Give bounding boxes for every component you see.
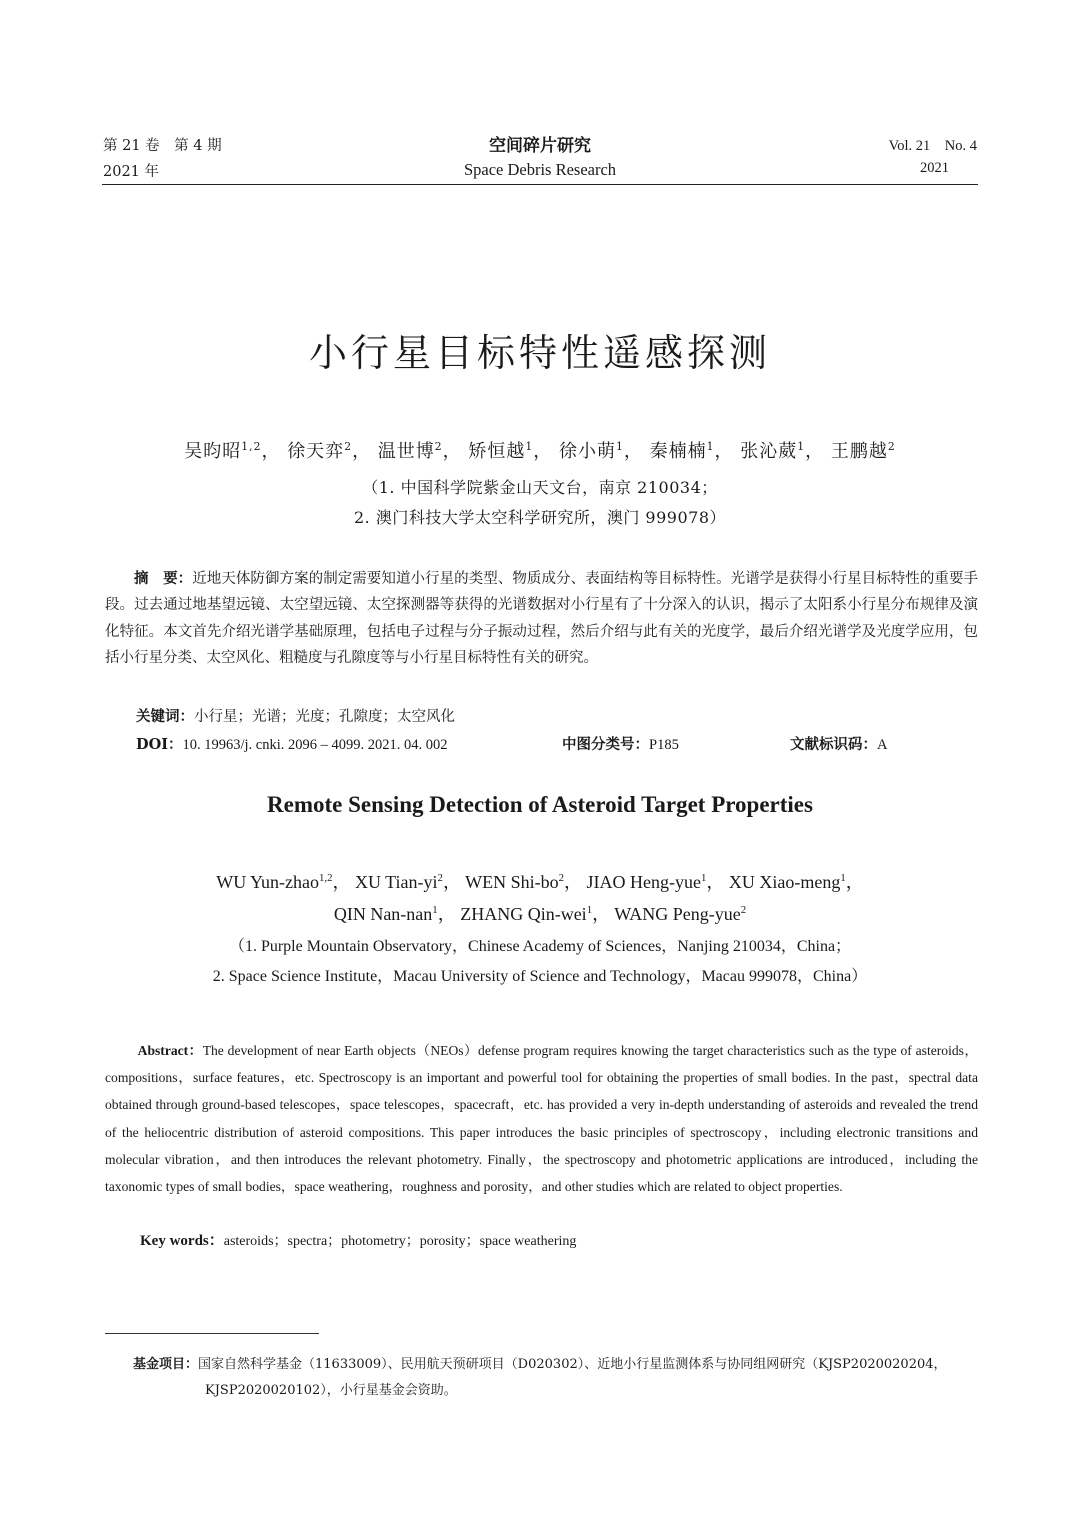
journal-name-cn: 空间碎片研究: [489, 136, 591, 156]
affiliation-en-2: 2. Space Science Institute，Macau University of Science and Technology，Macau 999078，China）: [212, 968, 868, 985]
authors-cn: 吴昀昭$^{1,2}$， 徐天弈$^2$， 温世博$^2$， 矫恒越$^1$， 徐小萌$^1$， 秦楠楠$^1$， 张沁葳$^1$， 王鹏越$^2$: [184, 440, 896, 462]
author-cn: 徐天弈$^2$: [287, 440, 353, 462]
author-cn: 秦楠楠$^1$: [649, 440, 715, 462]
abstract-cn-label: 摘 要：: [134, 570, 193, 587]
funding-line2: KJSP2020020102），小行星基金会资助。: [205, 1383, 457, 1398]
funding-line1: 国家自然科学基金（11633009）、民用航天预研项目（D020302）、近地小行星监测体系与协同组网研究（KJSP2020020204，: [198, 1357, 947, 1372]
doi: [136, 733, 448, 754]
affiliation-cn-2: 2. 澳门科技大学太空科学研究所，澳门 999078）: [353, 508, 727, 527]
abstract-cn-text: 近地天体防御方案的制定需要知道小行星的类型、物质成分、表面结构等目标特性。光谱学是获得小行星目标特性的重要手段。过去通过地基望远镜、太空望远镜、太空探测器等获得的光谱数据对小行星有了十分深入的认识，揭示了太阳系小行星分布规律及演化特征。本文首先介绍光谱学基础原理，包括电子过程与分子振动过程，然后介绍与此有关的光度学，最后介绍光谱学及光度学应用，包括小行星分类、太空风化、粗糙度与孔隙度等与小行星目标特性有关的研究。: [105, 571, 979, 667]
year-en: 2021: [920, 160, 949, 176]
author-cn: 温世博$^2$: [377, 440, 443, 462]
doc-code-value: A: [877, 737, 888, 753]
author-en: XU Tian-$yi^2$: [355, 872, 443, 892]
author-en: JIAO Heng-yue$^1$: [586, 872, 707, 892]
authors-en-line2: QIN Nan-nan$^1$， ZHANG Qin-wei$^1$， WANG Peng-yue$^2$: [333, 904, 747, 924]
author-en: WEN Shi-$bo^2$: [465, 872, 565, 892]
author-cn: 徐小萌$^1$: [559, 440, 624, 462]
author-en: WANG Peng-yue$^2$: [614, 904, 747, 924]
volume-issue-en: Vol. 21 No. 4: [888, 138, 977, 154]
authors-en-line1: WU Yun-zhao$^{1,2}$， XU Tian-$yi^2$， WEN Shi-$bo^2$， JIAO Heng-yue$^1$， XU Xiao-meng$^1$，: [216, 872, 864, 892]
clc-value: P185: [649, 737, 679, 753]
abstract-en-text: The development of near Earth objects（NEOs）defense program requires knowing the target characteristics such as the type of asteroids，compositions，surface features，etc. Spectroscopy is an important and powerful tool for obtaining the properties of small bodies. In the past，spectral data obtained through ground-based telescopes，space telescopes，spacecraft，etc. has provided a very in-depth understanding of asteroids and revealed the trend of the heliocentric distribution of asteroid compositions. This paper introduces the basic principles of spectroscopy，including electronic transitions and molecular vibration，and then introduces the relevant photometry. Finally，the spectroscopy and photometric applications are introduced，including the taxonomic types of small bodies，space weathering，roughness and porosity，and other studies which are related to object properties.: [105, 1043, 978, 1195]
paper-title-en: Remote Sensing Detection of Asteroid Target Properties: [267, 792, 813, 817]
doc-code-label: 文献标识码：: [790, 736, 877, 753]
doi-value: 10. 19963/j. cnki. 2096 – 4099. 2021. 04. 002: [182, 737, 448, 753]
keywords-en: [140, 1229, 576, 1250]
keywords-cn: [136, 705, 455, 726]
abstract-en-label: Abstract：: [137, 1043, 203, 1058]
author-cn: 吴昀昭$^{1,2}$: [184, 440, 262, 462]
affiliation-cn-1: （1. 中国科学院紫金山天文台，南京 210034；: [362, 478, 718, 497]
author-en: WU Yun-zhao$^{1,2}$: [216, 872, 333, 892]
author-en: ZHANG Qin-wei$^1$: [460, 904, 593, 924]
author-en: QIN Nan-nan$^1$: [333, 904, 438, 924]
paper-title-cn: 小行星目标特性遥感探测: [308, 331, 771, 375]
keywords-cn-label: 关键词：: [136, 708, 194, 725]
doi-label: DOI：: [136, 736, 183, 753]
header-rule: [102, 184, 978, 185]
author-cn: 王鹏越$^2$: [830, 440, 896, 462]
journal-name-en: Space Debris Research: [463, 160, 617, 179]
abstract-en: [105, 1037, 978, 1200]
clc-label: 中图分类号：: [562, 736, 649, 753]
funding-note: [133, 1352, 978, 1404]
keywords-en-label: Key words：: [140, 1233, 224, 1249]
keywords-en-text: asteroids；spectra；photometry；porosity；space weathering: [223, 1234, 577, 1249]
footnote-rule: [105, 1333, 319, 1334]
author-cn: 矫恒越$^1$: [468, 440, 534, 462]
year-cn: 2021 年: [103, 164, 160, 180]
funding-label: 基金项目：: [133, 1357, 199, 1372]
volume-issue: 第 21 卷 第 4 期: [103, 138, 222, 154]
author-cn: 张沁葳$^1$: [740, 440, 806, 462]
keywords-cn-text: 小行星；光谱；光度；孔隙度；太空风化: [194, 709, 455, 725]
affiliation-en-1: （1. Purple Mountain Observatory，Chinese Academy of Sciences，Nanjing 210034，China；: [228, 938, 852, 955]
abstract-cn: [105, 566, 978, 672]
clc-number: [562, 733, 679, 754]
author-en: XU Xiao-meng$^1$: [728, 872, 846, 892]
document-code: [790, 733, 887, 754]
